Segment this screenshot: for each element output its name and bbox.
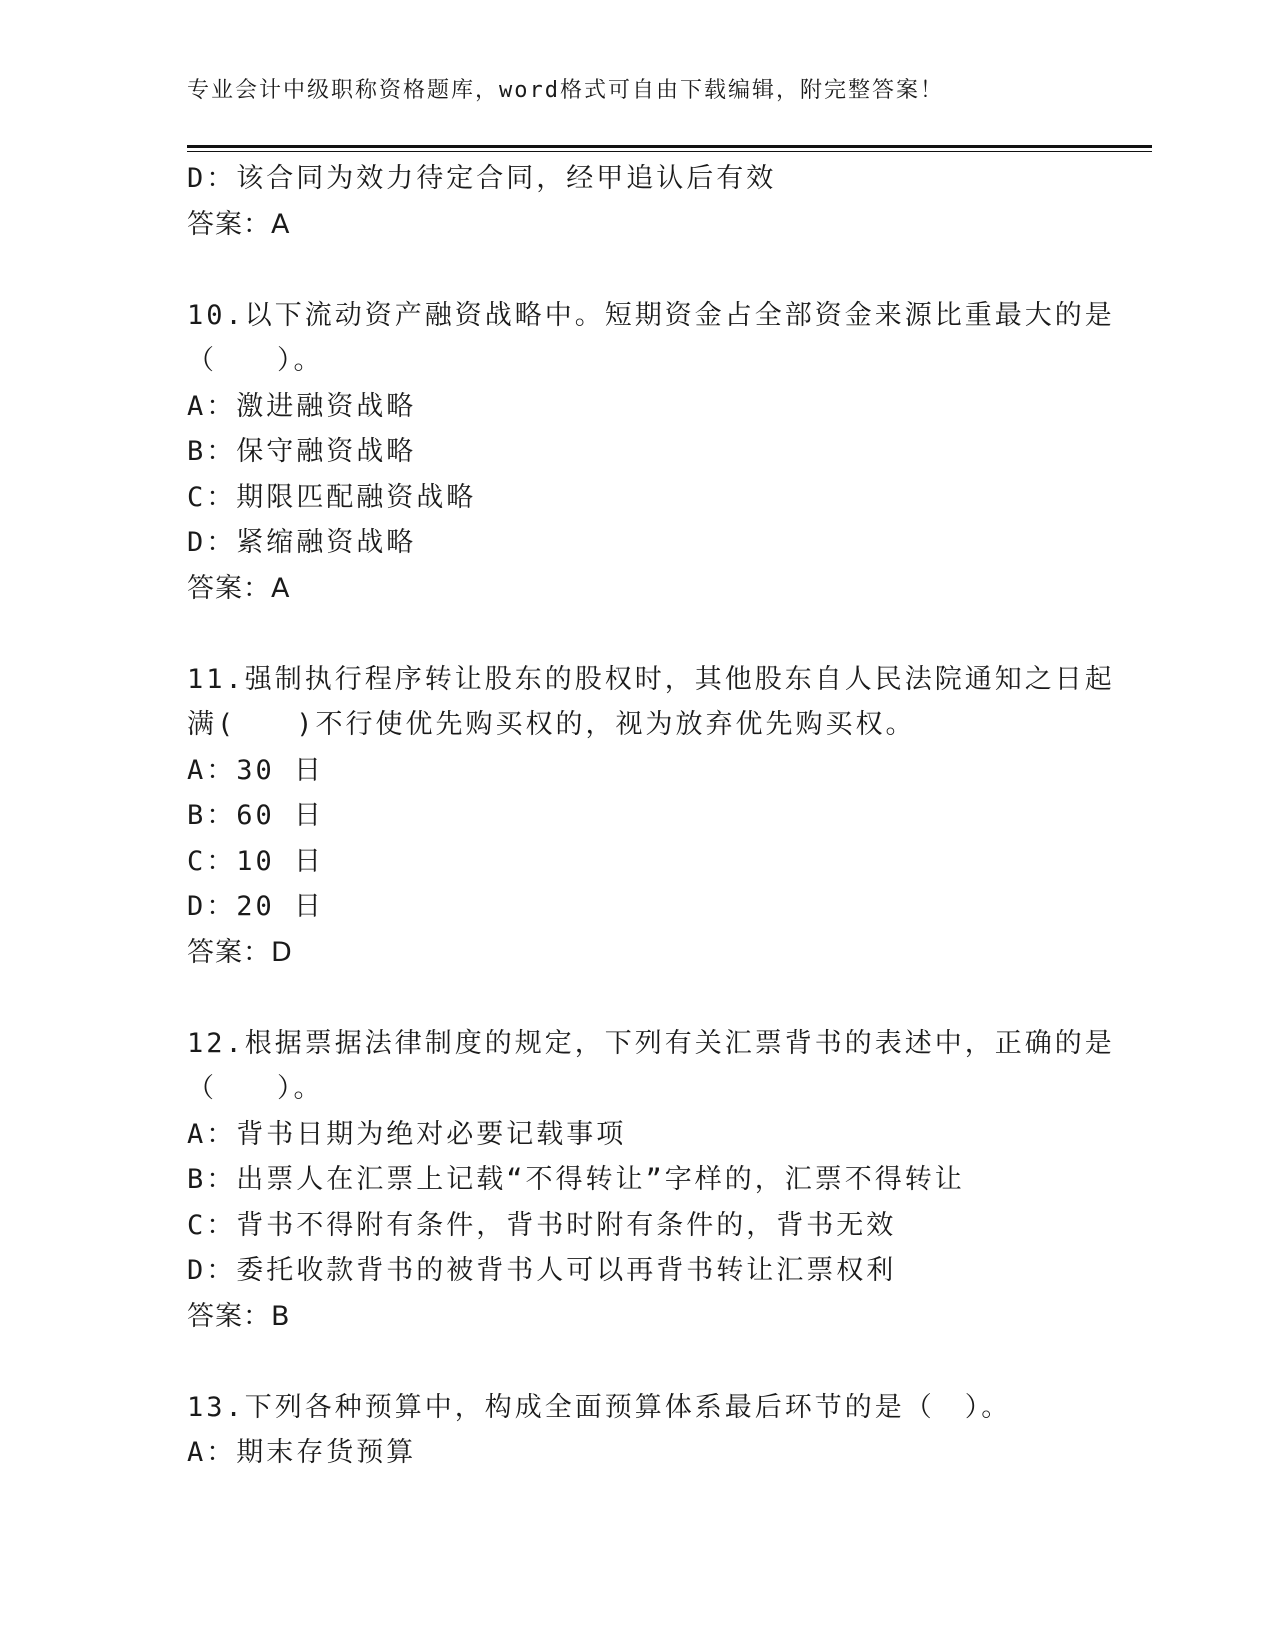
option-a: A：期末存货预算 [187, 1437, 417, 1468]
option-d: D：该合同为效力待定合同，经甲追认后有效 [187, 163, 777, 194]
option-a: A：背书日期为绝对必要记载事项 [187, 1118, 627, 1150]
option-d: D：20 日 [187, 891, 325, 922]
option-b: B：60 日 [187, 800, 325, 831]
question-12-stem-cont: （ ）。 [187, 1073, 324, 1104]
header-rule-thick [187, 145, 1152, 148]
option-a: A：激进融资战略 [187, 390, 417, 422]
question-10-stem-cont: （ ）。 [187, 345, 324, 376]
option-d: D：紧缩融资战略 [187, 527, 417, 558]
question-13-stem: 13.下列各种预算中，构成全面预算体系最后环节的是（ ）。 [187, 1391, 1012, 1423]
answer: 答案：A [187, 572, 291, 604]
page-header: 专业会计中级职称资格题库，word格式可自由下载编辑，附完整答案！ [187, 78, 944, 103]
question-12-stem: 12.根据票据法律制度的规定，下列有关汇票背书的表述中，正确的是 [187, 1027, 1115, 1059]
option-a: A：30 日 [187, 754, 325, 786]
header-rule-thin [187, 151, 1152, 152]
document-body [187, 156, 1115, 1476]
option-b: B：保守融资战略 [187, 436, 417, 467]
question-11-stem-cont: 满( )不行使优先购买权的，视为放弃优先购买权。 [187, 709, 916, 740]
spacer [187, 1339, 1107, 1385]
spacer [187, 247, 1107, 293]
answer: 答案：A [187, 208, 291, 240]
spacer [187, 611, 1107, 657]
option-d: D：委托收款背书的被背书人可以再背书转让汇票权利 [187, 1255, 897, 1286]
answer: 答案：B [187, 1300, 291, 1332]
question-10-stem: 10.以下流动资产融资战略中。短期资金占全部资金来源比重最大的是 [187, 299, 1115, 331]
option-c: C：10 日 [187, 845, 325, 877]
spacer [187, 975, 1107, 1021]
answer: 答案：D [187, 936, 293, 968]
option-c: C：期限匹配融资战略 [187, 481, 477, 513]
option-c: C：背书不得附有条件，背书时附有条件的，背书无效 [187, 1209, 897, 1241]
option-b: B：出票人在汇票上记载“不得转让”字样的，汇票不得转让 [187, 1164, 965, 1195]
question-11-stem: 11.强制执行程序转让股东的股权时，其他股东自人民法院通知之日起 [187, 663, 1115, 695]
